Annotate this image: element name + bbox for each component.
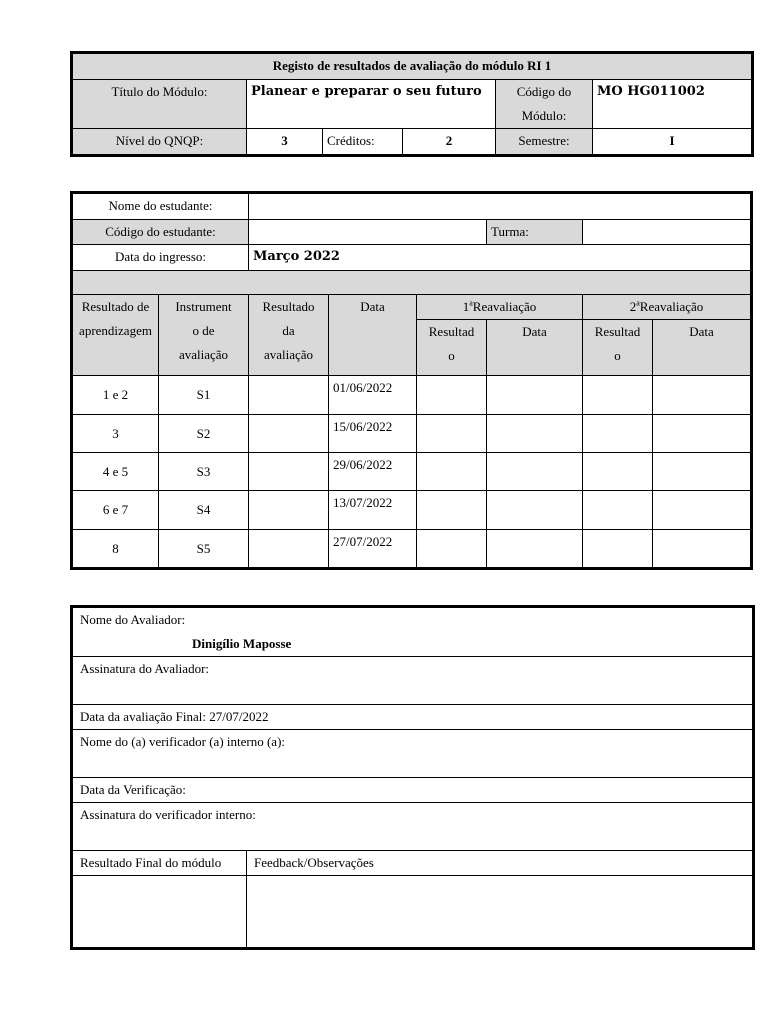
- evaluator-name-cell: [73, 608, 753, 657]
- instrument-cell: S5: [159, 530, 249, 568]
- qnqp-level-label: Nível do QNQP:: [73, 129, 247, 155]
- internal-verifier-signature-field[interactable]: Assinatura do verificador interno:: [73, 803, 753, 851]
- reassess2-date-cell[interactable]: [653, 453, 751, 491]
- table-row: [73, 530, 751, 568]
- header-reassess2-result: Resultad o: [583, 320, 653, 376]
- evaluator-table: [72, 607, 753, 948]
- reassess1-date-cell[interactable]: [487, 491, 583, 530]
- reassess1-date-cell[interactable]: [487, 530, 583, 568]
- evaluator-signature-field[interactable]: Assinatura do Avaliador:: [73, 657, 753, 705]
- reassess2-result-cell[interactable]: [583, 453, 653, 491]
- module-title-value: Planear e preparar o seu futuro: [247, 80, 496, 129]
- class-label: Turma:: [487, 220, 583, 245]
- instrument-cell: S2: [159, 415, 249, 453]
- module-info-table: [72, 53, 752, 155]
- student-code-field[interactable]: [249, 220, 487, 245]
- table-row: [73, 491, 751, 530]
- header-date: Data: [329, 295, 417, 376]
- reassess1-date-cell[interactable]: [487, 453, 583, 491]
- reassess2-date-cell[interactable]: [653, 530, 751, 568]
- header-reassess1-date: Data: [487, 320, 583, 376]
- student-results-table: [72, 193, 751, 568]
- instrument-cell: S3: [159, 453, 249, 491]
- date-cell: 01/06/2022: [329, 376, 417, 415]
- reassess2-result-cell[interactable]: [583, 530, 653, 568]
- header-reassess2-date: Data: [653, 320, 751, 376]
- student-code-label: Código do estudante:: [73, 220, 249, 245]
- module-code-label: Código do Módulo:: [496, 80, 593, 129]
- table-row: [73, 376, 751, 415]
- instrument-cell: S4: [159, 491, 249, 530]
- reassess2-date-cell[interactable]: [653, 415, 751, 453]
- semester-label: Semestre:: [496, 129, 593, 155]
- reassess2-date-cell[interactable]: [653, 491, 751, 530]
- class-field[interactable]: [583, 220, 751, 245]
- qnqp-level-value: 3: [247, 129, 323, 155]
- feedback-label: Feedback/Observações: [247, 851, 753, 876]
- header-reassess1-result: Resultad o: [417, 320, 487, 376]
- credits-value: 2: [403, 129, 496, 155]
- header-first-reassessment: 1$^a$Reavaliação: [417, 295, 583, 320]
- date-cell: 13/07/2022: [329, 491, 417, 530]
- table-row: [73, 453, 751, 491]
- date-cell: 15/06/2022: [329, 415, 417, 453]
- reassess1-date-cell[interactable]: [487, 376, 583, 415]
- final-result-field[interactable]: [73, 876, 247, 948]
- reassess2-result-cell[interactable]: [583, 415, 653, 453]
- module-title-label: Título do Módulo:: [73, 80, 247, 129]
- result-cell[interactable]: [249, 376, 329, 415]
- table-row: [73, 415, 751, 453]
- reassess1-result-cell[interactable]: [417, 530, 487, 568]
- date-cell: 29/06/2022: [329, 453, 417, 491]
- header-assessment-instrument: Instrument o de avaliação: [159, 295, 249, 376]
- reassess1-result-cell[interactable]: [417, 491, 487, 530]
- student-name-label: Nome do estudante:: [73, 194, 249, 220]
- result-cell[interactable]: [249, 491, 329, 530]
- evaluator-name-value: Dinigílio Maposse: [192, 636, 292, 651]
- result-cell[interactable]: [249, 415, 329, 453]
- feedback-field[interactable]: [247, 876, 753, 948]
- student-name-field[interactable]: [249, 194, 751, 220]
- module-code-value: MO HG011002: [593, 80, 752, 129]
- semester-value: I: [593, 129, 752, 155]
- header-second-reassessment: 2$^a$Reavaliação: [583, 295, 751, 320]
- enrollment-date-label: Data do ingresso:: [73, 245, 249, 271]
- header-assessment-result: Resultado da avaliação: [249, 295, 329, 376]
- final-result-label: Resultado Final do módulo: [73, 851, 247, 876]
- separator-row: [73, 271, 751, 295]
- date-cell: 27/07/2022: [329, 530, 417, 568]
- form-title: Registo de resultados de avaliação do módulo RI 1: [73, 54, 752, 80]
- instrument-cell: S1: [159, 376, 249, 415]
- learning-outcome-cell: 4 e 5: [73, 453, 159, 491]
- reassess1-result-cell[interactable]: [417, 415, 487, 453]
- final-evaluation-date: Data da avaliação Final: 27/07/2022: [73, 705, 753, 730]
- result-cell[interactable]: [249, 453, 329, 491]
- learning-outcome-cell: 3: [73, 415, 159, 453]
- header-learning-outcome: Resultado de aprendizagem: [73, 295, 159, 376]
- reassess1-date-cell[interactable]: [487, 415, 583, 453]
- reassess2-result-cell[interactable]: [583, 491, 653, 530]
- verification-date-field[interactable]: Data da Verificação:: [73, 778, 753, 803]
- learning-outcome-cell: 6 e 7: [73, 491, 159, 530]
- enrollment-date-value: Março 2022: [249, 245, 751, 271]
- reassess1-result-cell[interactable]: [417, 453, 487, 491]
- result-cell[interactable]: [249, 530, 329, 568]
- evaluator-name-label: Nome do Avaliador:: [80, 612, 186, 627]
- reassess2-result-cell[interactable]: [583, 376, 653, 415]
- credits-label: Créditos:: [323, 129, 403, 155]
- learning-outcome-cell: 8: [73, 530, 159, 568]
- learning-outcome-cell: 1 e 2: [73, 376, 159, 415]
- reassess1-result-cell[interactable]: [417, 376, 487, 415]
- reassess2-date-cell[interactable]: [653, 376, 751, 415]
- internal-verifier-name-field[interactable]: Nome do (a) verificador (a) interno (a):: [73, 730, 753, 778]
